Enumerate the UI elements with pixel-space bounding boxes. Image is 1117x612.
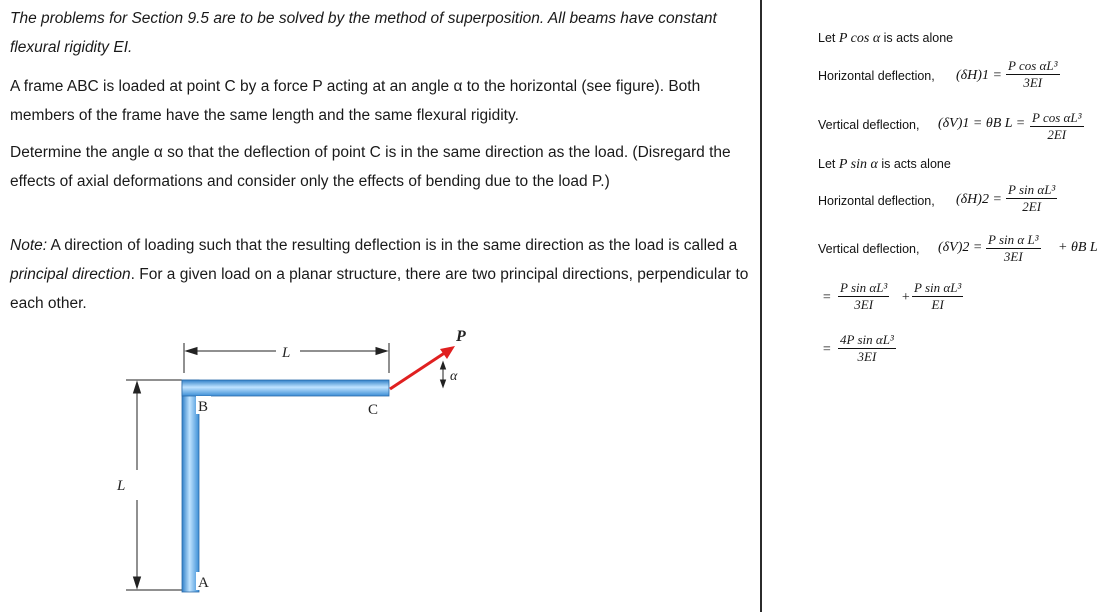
- h2-symbol: (δH)2 =: [956, 192, 1002, 207]
- v2-fraction: $\frac{\text{P sin α L³}}{3EI}$: [988, 232, 1039, 264]
- label-L-side: L: [117, 478, 126, 494]
- frame-beam-BC: [182, 380, 389, 396]
- v1-symbol: (δV)1 = θB L =: [938, 116, 1026, 131]
- eq-a-fraction-1: $\frac{\text{P sin αL³}}{3EI}$: [840, 280, 888, 312]
- v2-symbol: (δV)2 =: [938, 240, 983, 255]
- label-A: A: [198, 575, 209, 591]
- h1-fraction: $\frac{\text{P cos αL³}}{3EI}$: [1008, 58, 1058, 90]
- note-label: Note:: [10, 237, 48, 254]
- v1-label: Vertical deflection,: [818, 118, 920, 132]
- v1-fraction: $\frac{\text{P cos αL³}}{2EI}$: [1032, 110, 1082, 142]
- h2-label: Horizontal deflection,: [818, 194, 935, 208]
- case2-heading: Let P sin α is acts alone: [818, 157, 951, 172]
- angle-alpha-marker: [441, 362, 446, 387]
- problem-intro: The problems for Section 9.5 are to be solved by the method of superposition. All beams have constant flexural rigidity EI.: [10, 10, 717, 56]
- note-term: principal direction: [10, 266, 131, 283]
- label-B: B: [198, 399, 209, 415]
- eq-b-fraction: $\frac{\text{4P sin αL³}}{3EI}$: [840, 332, 894, 364]
- h2-fraction: $\frac{\text{P sin αL³}}{2EI}$: [1008, 182, 1056, 214]
- label-C: C: [368, 402, 379, 418]
- h1-label: Horizontal deflection,: [818, 69, 935, 83]
- problem-task: Determine the angle α so that the deflection of point C is in the same direction as the load. (Disregard the effects of axial deformations and consider only the effects of bending due to the load P.): [10, 144, 731, 190]
- v2-label: Vertical deflection,: [818, 242, 920, 256]
- h1-symbol: (δH)1 =: [956, 68, 1002, 83]
- case1-heading: Let P cos α is acts alone: [818, 31, 954, 46]
- note-end: . For a given load on a planar structure, there are two principal directions, perpendicular to each other.: [10, 266, 749, 312]
- label-alpha: α: [450, 369, 458, 384]
- dimension-side: [126, 380, 182, 590]
- eq-a-equals: =: [822, 290, 832, 305]
- problem-statement: A frame ABC is loaded at point C by a force P acting at an angle α to the horizontal (see figure). Both members of the frame have the same length and the same flexural rigidity.: [10, 78, 701, 124]
- note-text: A direction of loading such that the resulting deflection is in the same direction as the load is called a: [47, 237, 738, 254]
- label-L-top: L: [282, 345, 291, 361]
- solution-panel: [762, 0, 1117, 612]
- eq-b-equals: =: [822, 342, 832, 357]
- eq-a-plus: +: [901, 290, 911, 305]
- label-P: P: [456, 328, 466, 345]
- v2-tail: + θB L: [1058, 240, 1098, 255]
- eq-a-fraction-2: $\frac{\text{P sin αL³}}{EI}$: [914, 280, 962, 312]
